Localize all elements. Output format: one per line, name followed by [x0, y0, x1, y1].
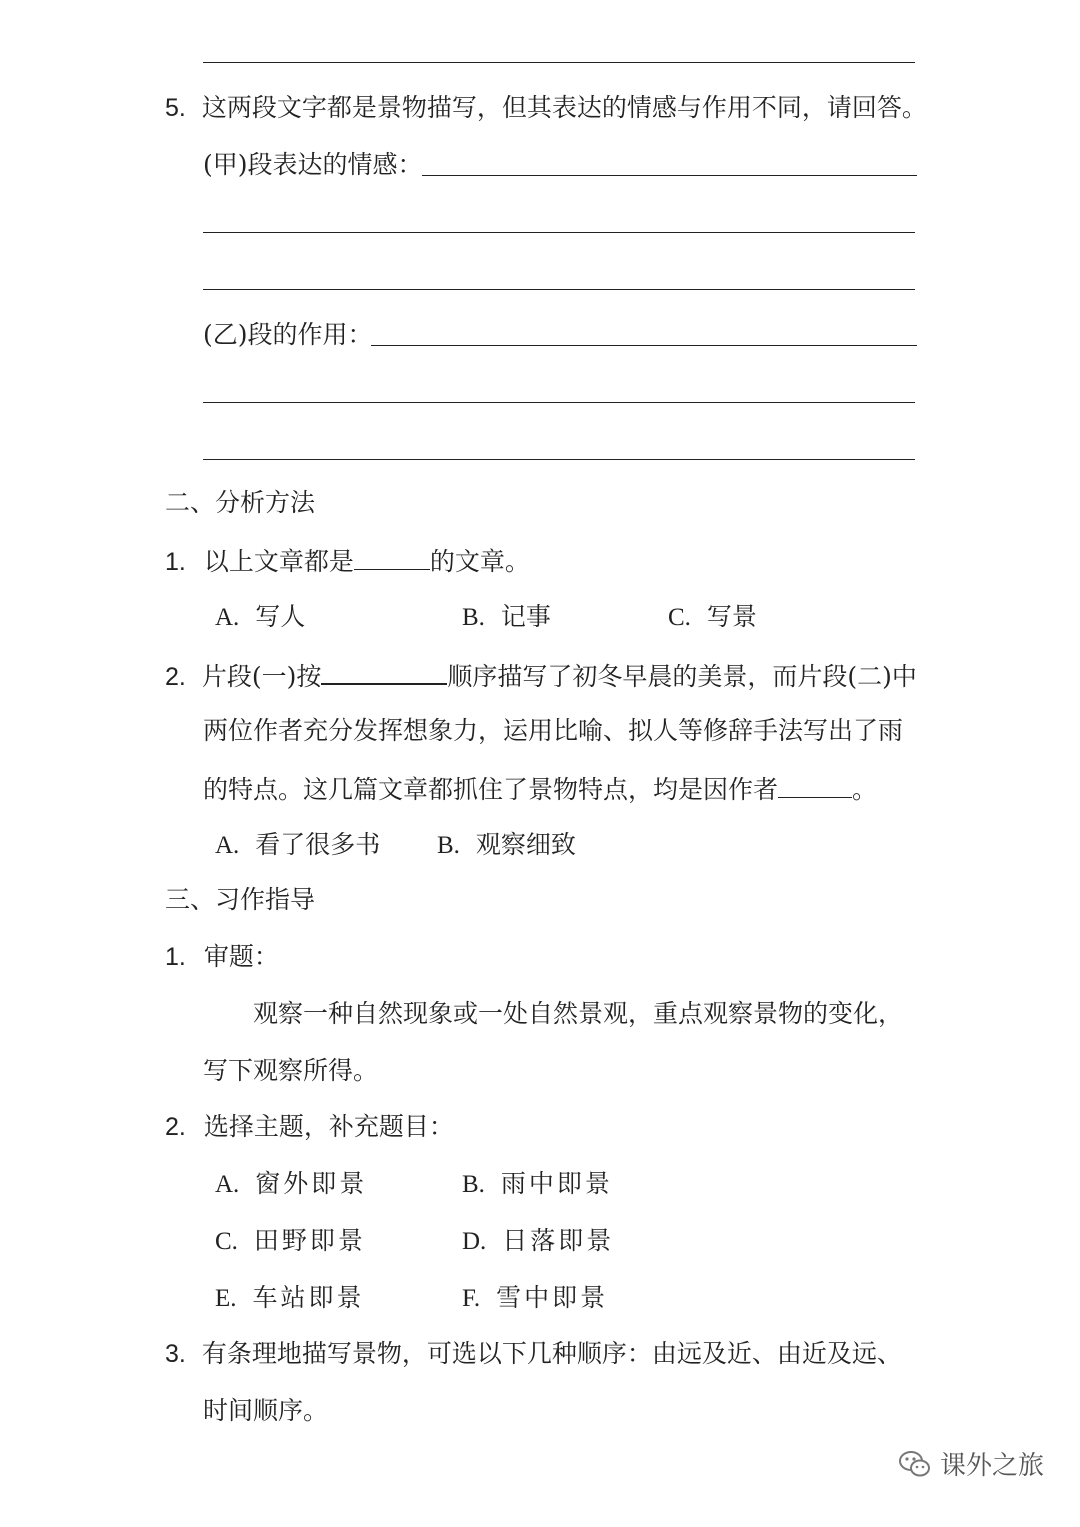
option[interactable]: [215, 604, 305, 630]
option-letter: A.: [215, 832, 240, 859]
option-text: 看了很多书: [255, 830, 381, 859]
s2-question-1: [165, 547, 530, 575]
question-title: 选择主题，补充题目：: [203, 1112, 454, 1141]
option-letter: B.: [437, 832, 460, 859]
option[interactable]: [215, 1171, 367, 1197]
option-text: 车站即景: [252, 1283, 365, 1312]
option-letter: D.: [462, 1228, 487, 1255]
watermark-text: 课外之旅: [940, 1451, 1045, 1481]
answer-line[interactable]: [422, 175, 917, 176]
paragraph-line: 写下观察所得。: [203, 1056, 379, 1085]
option-letter: B.: [462, 1171, 485, 1198]
section-heading: 二、分析方法: [165, 488, 316, 517]
option-text: 雨中即景: [500, 1169, 613, 1198]
question-text: 以上文章都是: [203, 547, 354, 576]
fill-blank[interactable]: [354, 547, 430, 570]
option-letter: A.: [215, 604, 240, 631]
option[interactable]: [462, 1171, 613, 1197]
answer-line[interactable]: [203, 232, 915, 233]
answer-line[interactable]: [203, 289, 915, 290]
question-text: 的特点。这几篇文章都抓住了景物特点，均是因作者: [203, 775, 779, 804]
question-text-line: [203, 775, 877, 802]
option[interactable]: [215, 1285, 365, 1311]
option[interactable]: [668, 604, 757, 630]
question-number: 3.: [165, 1340, 186, 1368]
option-text: 写景: [706, 602, 757, 631]
option-text: 写人: [255, 602, 306, 631]
section-heading: 三、习作指导: [165, 885, 316, 914]
wechat-icon: [898, 1449, 932, 1479]
option-text: 观察细致: [475, 830, 576, 859]
option-letter: C.: [215, 1228, 238, 1255]
option[interactable]: [462, 1285, 608, 1311]
s3-question-2: [165, 1114, 454, 1140]
question-text: 片段(一)按: [201, 662, 322, 691]
answer-line[interactable]: [203, 402, 915, 403]
option-text: 记事: [500, 602, 551, 631]
question-text: 时间顺序。: [203, 1396, 329, 1425]
jia-label: (甲)段表达的情感：: [203, 150, 423, 179]
option[interactable]: [462, 604, 551, 630]
option[interactable]: [215, 832, 380, 858]
s3-question-3: [165, 1341, 902, 1367]
question-number: 5.: [165, 94, 186, 122]
option-letter: C.: [668, 604, 691, 631]
fill-blank[interactable]: [321, 661, 447, 685]
option-letter: A.: [215, 1171, 240, 1198]
question-text: 这两段文字都是景物描写，但其表达的情感与作用不同，请回答。: [201, 93, 927, 122]
yi-label: (乙)段的作用：: [203, 320, 373, 349]
question-5: [165, 95, 927, 121]
answer-line[interactable]: [371, 345, 917, 346]
s3-question-1: [165, 944, 279, 970]
option-text: 雪中即景: [496, 1283, 609, 1312]
s2-question-2: [165, 661, 917, 690]
option-letter: F.: [462, 1285, 481, 1312]
option[interactable]: [215, 1228, 366, 1254]
option-text: 窗外即景: [255, 1169, 368, 1198]
paragraph-line: 观察一种自然现象或一处自然景观，重点观察景物的变化，: [253, 999, 904, 1028]
option[interactable]: [462, 1228, 614, 1254]
question-text: 有条理地描写景物，可选以下几种顺序：由远及近、由近及远、: [201, 1339, 902, 1368]
question-title: 审题：: [203, 942, 279, 971]
option[interactable]: [437, 832, 576, 858]
watermark: [898, 1445, 1044, 1482]
question-text: 顺序描写了初冬早晨的美景，而片段(二)中: [447, 662, 917, 691]
question-text: 两位作者充分发挥想象力，运用比喻、拟人等修辞手法写出了雨: [203, 716, 904, 745]
question-number: 2.: [165, 663, 186, 691]
option-letter: B.: [462, 604, 485, 631]
answer-line[interactable]: [203, 459, 915, 460]
fill-blank[interactable]: [778, 775, 852, 798]
question-number: 2.: [165, 1113, 186, 1141]
question-text: 。: [852, 775, 878, 804]
answer-line: [203, 62, 915, 63]
question-number: 1.: [165, 548, 186, 576]
option-letter: E.: [215, 1285, 237, 1312]
option-text: 田野即景: [253, 1226, 366, 1255]
question-text: 的文章。: [429, 547, 530, 576]
option-text: 日落即景: [502, 1226, 615, 1255]
question-number: 1.: [165, 943, 186, 971]
